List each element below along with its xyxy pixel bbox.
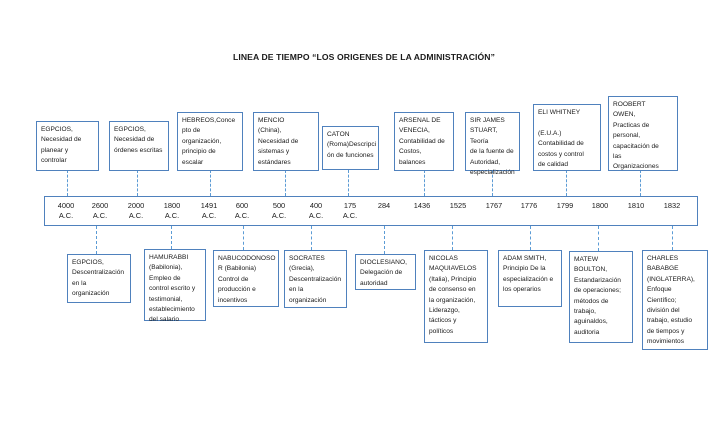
connector-line xyxy=(424,170,425,196)
connector-line xyxy=(285,170,286,196)
connector-line xyxy=(598,226,599,251)
timeline-title: LINEA DE TIEMPO “LOS ORIGENES DE LA ADMINISTRACIÓN” xyxy=(233,52,495,62)
connector-line xyxy=(384,226,385,254)
event-text: NABUCODONOSO R (Babilonia) Control de producción e incentivos xyxy=(218,255,276,304)
event-text: MENCIO (China), Necesidad de sistemas y estándares xyxy=(258,117,299,166)
event-box-top xyxy=(465,112,520,177)
event-text: EGPCIOS, Necesidad de órdenes escritas xyxy=(114,126,163,154)
year-label: 1776 xyxy=(520,201,538,210)
event-box-bottom xyxy=(424,250,488,343)
event-text: MATEW BOULTON, Estandarización de operaciones; métodos de trabajo, aguinaldos, auditoria xyxy=(574,256,621,336)
event-text: ARSENAL DE VENECIA, Contabilidad de Costos, balances xyxy=(399,117,445,166)
connector-line xyxy=(452,226,453,250)
event-box-top xyxy=(36,121,99,171)
event-box-bottom xyxy=(642,250,708,350)
year-label: 1800 A.C. xyxy=(163,201,181,220)
connector-line xyxy=(348,170,349,196)
year-label: 1832 xyxy=(663,201,681,210)
year-label: 1436 xyxy=(413,201,431,210)
event-box-bottom xyxy=(213,250,279,307)
event-box-top xyxy=(394,112,454,171)
event-box-bottom xyxy=(498,250,562,307)
event-text: NICOLAS MAQUIAVELOS (Italia), Principio de consenso en la organización, Liderazgo, tácticos y políticos xyxy=(429,255,477,335)
event-box-top xyxy=(109,121,169,171)
event-box-bottom xyxy=(355,254,416,290)
year-label: 400 A.C. xyxy=(308,201,324,220)
year-label: 1810 xyxy=(627,201,645,210)
connector-line xyxy=(67,170,68,196)
connector-line xyxy=(137,170,138,196)
event-text: EGPCIOS, Descentralización en la organización xyxy=(72,259,125,298)
event-text: EGPCIOS, Necesidad de planear y controlar xyxy=(41,126,82,165)
connector-line xyxy=(243,226,244,250)
event-box-bottom xyxy=(284,250,347,308)
connector-line xyxy=(311,226,312,250)
year-label: 284 xyxy=(377,201,391,210)
event-text: DIOCLESIANO, Delegación de autoridad xyxy=(360,259,407,287)
event-text: SOCRATES (Grecia), Descentralización en la organización xyxy=(289,255,342,304)
connector-line xyxy=(210,170,211,196)
event-text: HAMURABBI (Babilonia), Empleo de control escrito y testimonial, establecimiento del salario xyxy=(149,254,196,324)
event-box-top xyxy=(322,126,379,170)
event-box-bottom xyxy=(144,249,206,324)
connector-line xyxy=(171,226,172,249)
connector-line xyxy=(96,226,97,254)
event-text: CATON (Roma)Descripci ón de funciones xyxy=(327,131,377,159)
year-label: 600 A.C. xyxy=(234,201,250,220)
year-label: 500 A.C. xyxy=(271,201,287,220)
year-label: 2000 A.C. xyxy=(127,201,145,220)
connector-line xyxy=(640,170,641,196)
event-text: ADAM SMITH, Principio De la especialización e los operarios xyxy=(503,255,554,294)
event-box-top xyxy=(177,112,243,171)
year-label: 1800 xyxy=(591,201,609,210)
year-label: 4000 A.C. xyxy=(57,201,75,220)
year-label: 1767 xyxy=(485,201,503,210)
event-box-top xyxy=(253,112,319,171)
event-text: ELI WHITNEY (E.U.A.) Contabilidad de costos y control de calidad xyxy=(538,109,584,169)
year-label: 1491 A.C. xyxy=(200,201,218,220)
year-label: 175 A.C. xyxy=(342,201,358,220)
event-text: CHARLES BABABGE (INGLATERRA), Enfoque Científico; división del trabajo, estudio de tiempos y movimientos xyxy=(647,255,695,346)
connector-line xyxy=(672,226,673,250)
connector-line xyxy=(530,226,531,250)
year-label: 2600 A.C. xyxy=(91,201,109,220)
year-label: 1799 xyxy=(556,201,574,210)
event-text: ROOBERT OWEN, Practicas de personal, capacitación de las Organizaciones xyxy=(613,101,659,171)
event-box-bottom xyxy=(569,251,633,343)
event-box-top xyxy=(608,96,678,171)
year-label: 1525 xyxy=(449,201,467,210)
event-box-bottom xyxy=(67,254,131,303)
event-text: HEBREOS,Conce pto de organización, principio de escalar xyxy=(182,117,236,166)
connector-line xyxy=(566,170,567,196)
event-text: SIR JAMES STUART, Teoría de la fuente de Autoridad, especialización xyxy=(470,117,515,177)
event-box-top xyxy=(533,104,601,171)
